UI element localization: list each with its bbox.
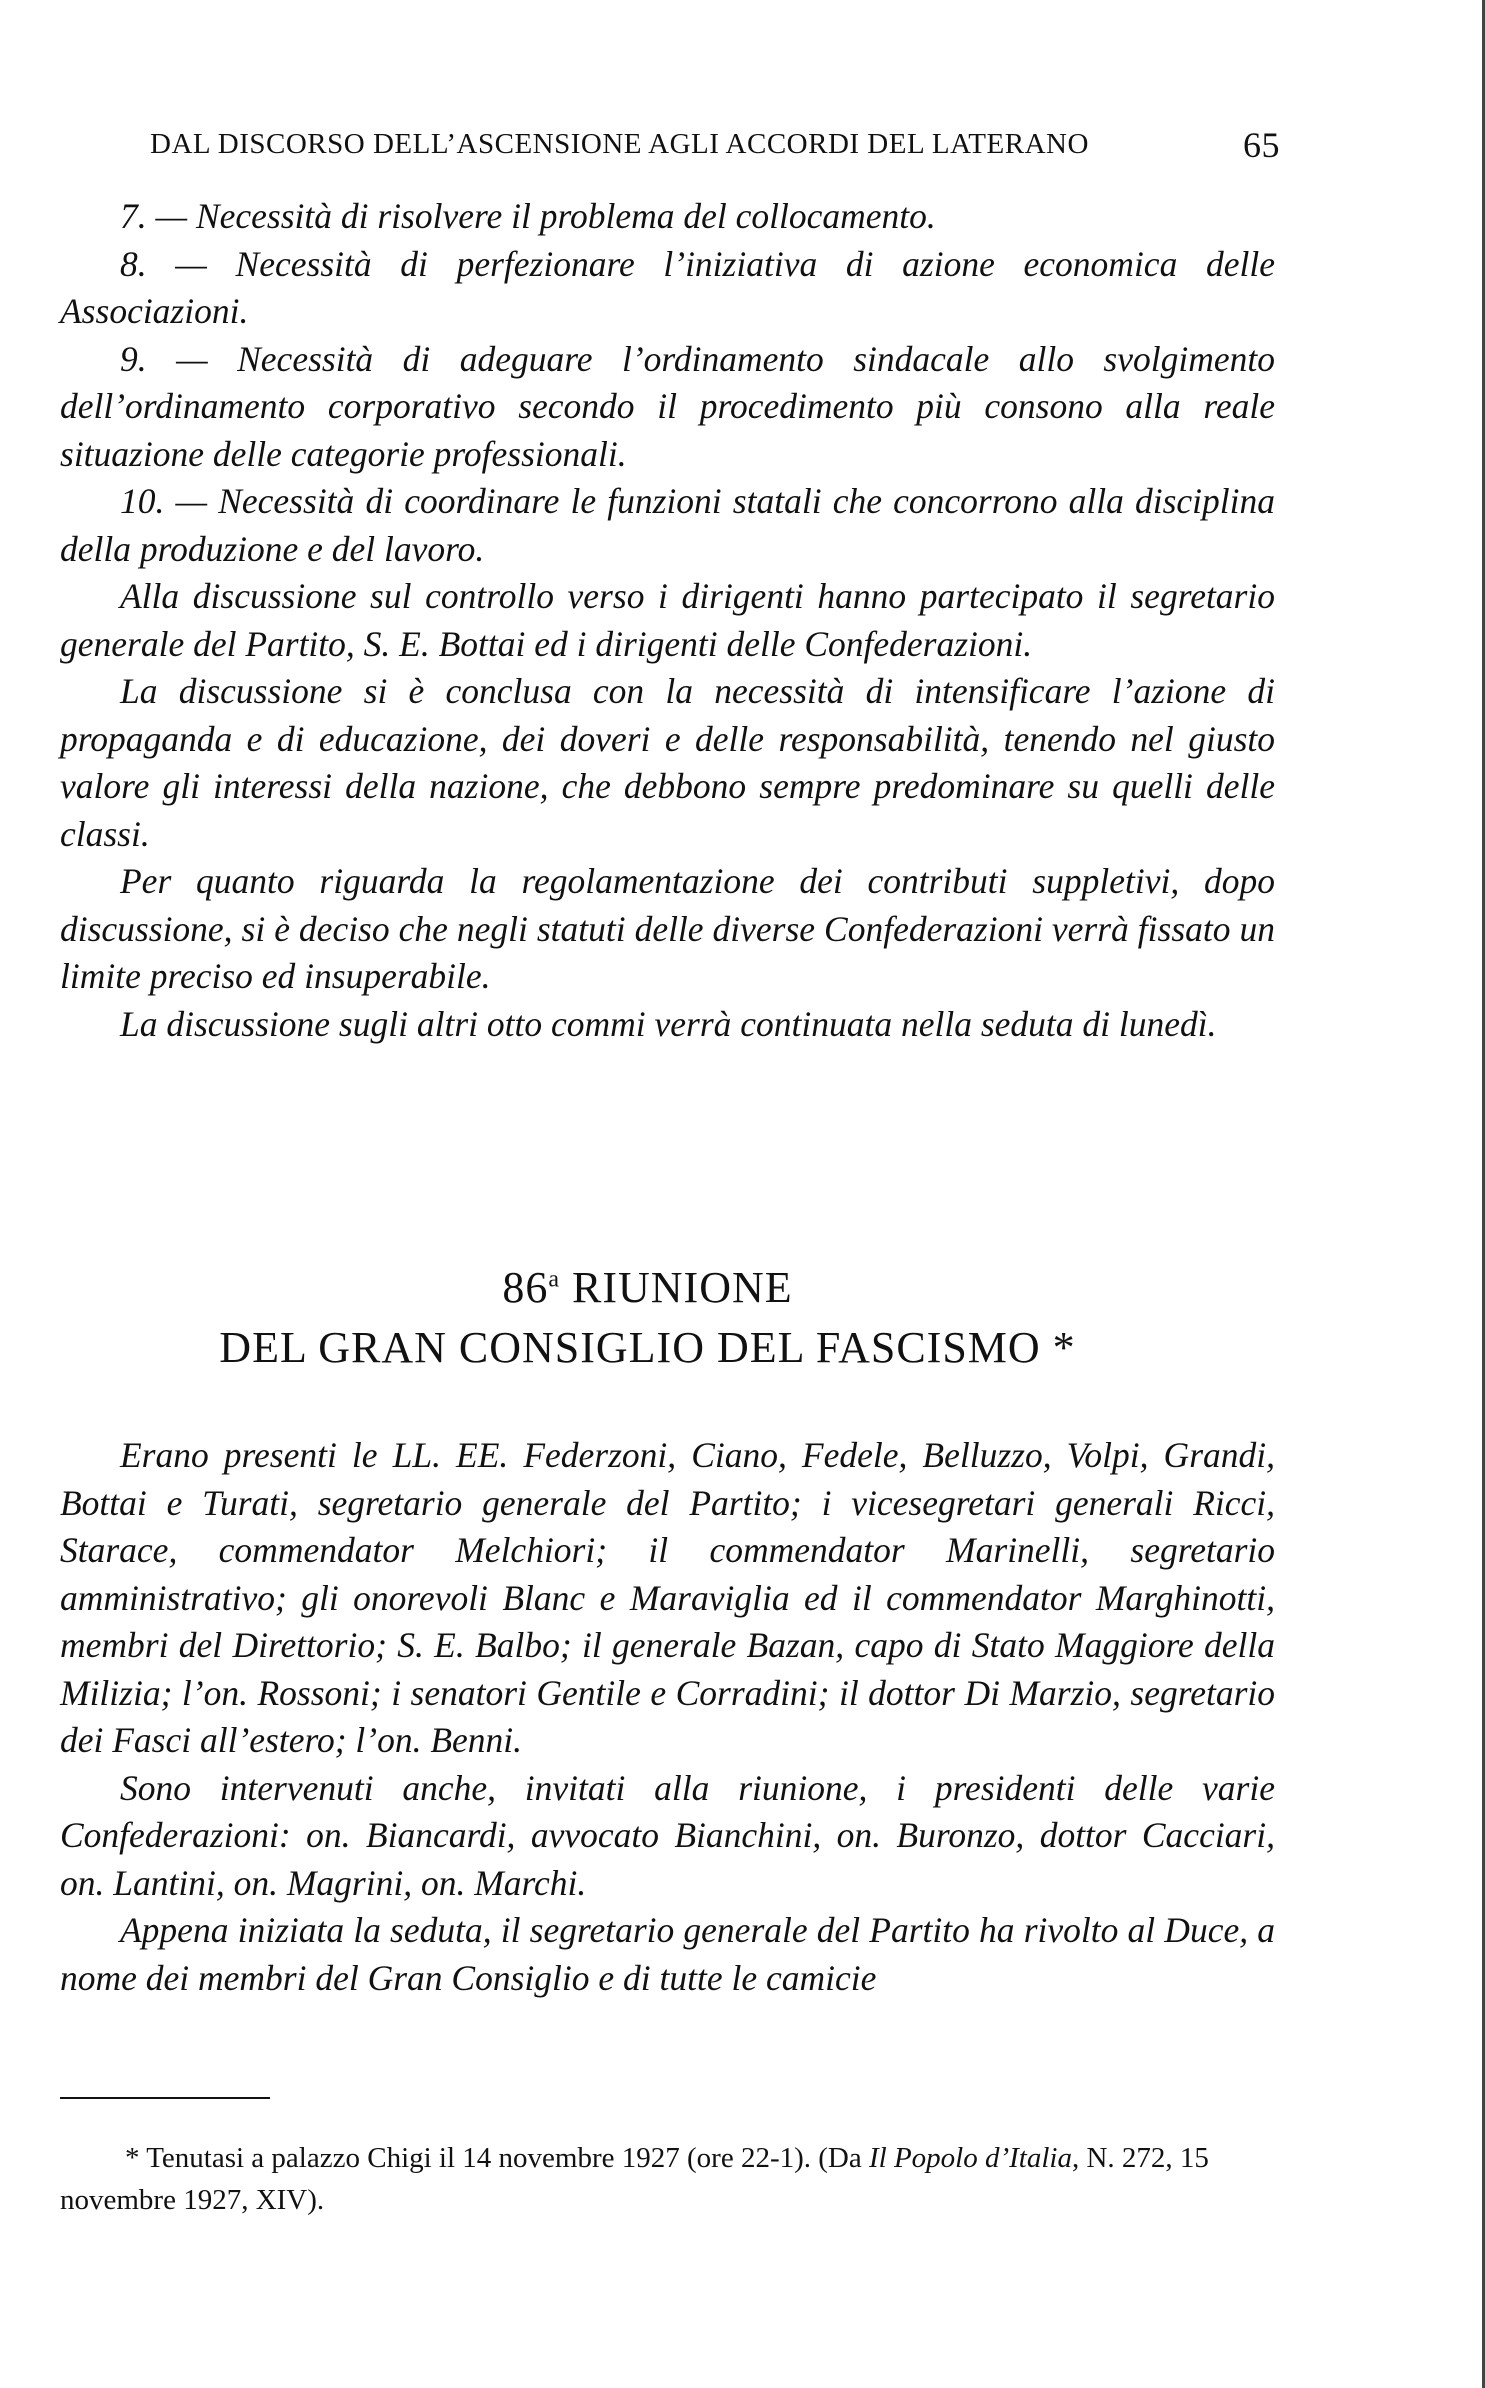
point-9: 9. — Necessità di adeguare l’ordinamento sindacale allo svolgimento dell’ordinamento corporativo secondo il procedimento più consono alla reale situazione delle categorie professionali. xyxy=(60,338,1275,474)
paragraph-opening: Appena iniziata la seduta, il segretario generale del Partito ha rivolto al Duce, a nome dei membri del Gran Consiglio e di tutte le camicie xyxy=(60,1910,1275,1998)
paragraph-discussion-control: Alla discussione sul controllo verso i dirigenti hanno partecipato il segretario generale del Partito, S. E. Bottai ed i dirigenti delle Confederazioni. xyxy=(60,576,1275,664)
section-number-superscript: a xyxy=(548,1266,560,1293)
section-title-word: RIUNIONE xyxy=(572,1263,793,1312)
paragraph-discussion-conclusion: La discussione si è conclusa con la necessità di intensificare l’azione di propaganda e di educazione, dei doveri e delle responsabilità, tenendo nel giusto valore gli interessi della nazione, che debbono sempre predominare su quelli delle classi. xyxy=(60,671,1275,854)
meeting-report xyxy=(60,1432,1275,2002)
footnote xyxy=(60,2137,1275,2221)
point-8: 8. — Necessità di perfezionare l’iniziativa di azione economica delle Associazioni. xyxy=(60,243,1275,331)
section-title-line-1 xyxy=(0,1262,1390,1313)
section-number: 86 xyxy=(502,1263,549,1312)
footnote-source-title: Il Popolo d’Italia xyxy=(868,2142,1072,2174)
running-title: DAL DISCORSO DELL’ASCENSIONE AGLI ACCORDI DEL LATERANO xyxy=(150,128,1089,160)
paragraph-next-session: La discussione sugli altri otto commi verrà continuata nella seduta di lunedì. xyxy=(120,1003,1217,1044)
paragraph-contributions: Per quanto riguarda la regolamentazione dei contributi suppletivi, dopo discussione, si è deciso che negli statuti delle diverse Confederazioni verrà fissato un limite preciso ed insuperabile. xyxy=(60,861,1275,996)
page-number: 65 xyxy=(1243,125,1280,165)
point-7: 7. — Necessità di risolvere il problema del collocamento. xyxy=(120,196,936,236)
footnote-text-start: * Tenutasi a palazzo Chigi il 14 novembre 1927 (ore 22-1). (Da xyxy=(125,2142,869,2174)
footnote-text-end: , N. 272, 15 novembre 1927, XIV). xyxy=(60,2142,1209,2216)
paragraph-invited: Sono intervenuti anche, invitati alla riunione, i presidenti delle varie Confederazioni: on. Biancardi, avvocato Bianchini, on. Buronzo, dottor Cacciari, on. Lantini, on. Magrini, on. Marchi. xyxy=(60,1767,1275,1903)
point-10: 10. — Necessità di coordinare le funzioni statali che concorrono alla disciplina della produzione e del lavoro. xyxy=(60,481,1275,569)
minutes-continuation xyxy=(60,193,1275,1048)
footnote-divider xyxy=(60,2097,270,2099)
paragraph-attendees: Erano presenti le LL. EE. Federzoni, Ciano, Fedele, Belluzzo, Volpi, Grandi, Bottai e Turati, segretario generale del Partito; i vicesegretari generali Ricci, Starace, commendator Melchiori; il commendator Marinelli, segretario amministrativo; gli onorevoli Blanc e Maraviglia ed il commendator Marghinotti, membri del Direttorio; S. E. Balbo; il generale Bazan, capo di Stato Maggiore della Milizia; l’on. Rossoni; i senatori Gentile e Corradini; il dottor Di Marzio, segretario dei Fasci all’estero; l’on. Benni. xyxy=(60,1435,1275,1760)
section-title-line-2: DEL GRAN CONSIGLIO DEL FASCISMO * xyxy=(219,1323,1076,1372)
